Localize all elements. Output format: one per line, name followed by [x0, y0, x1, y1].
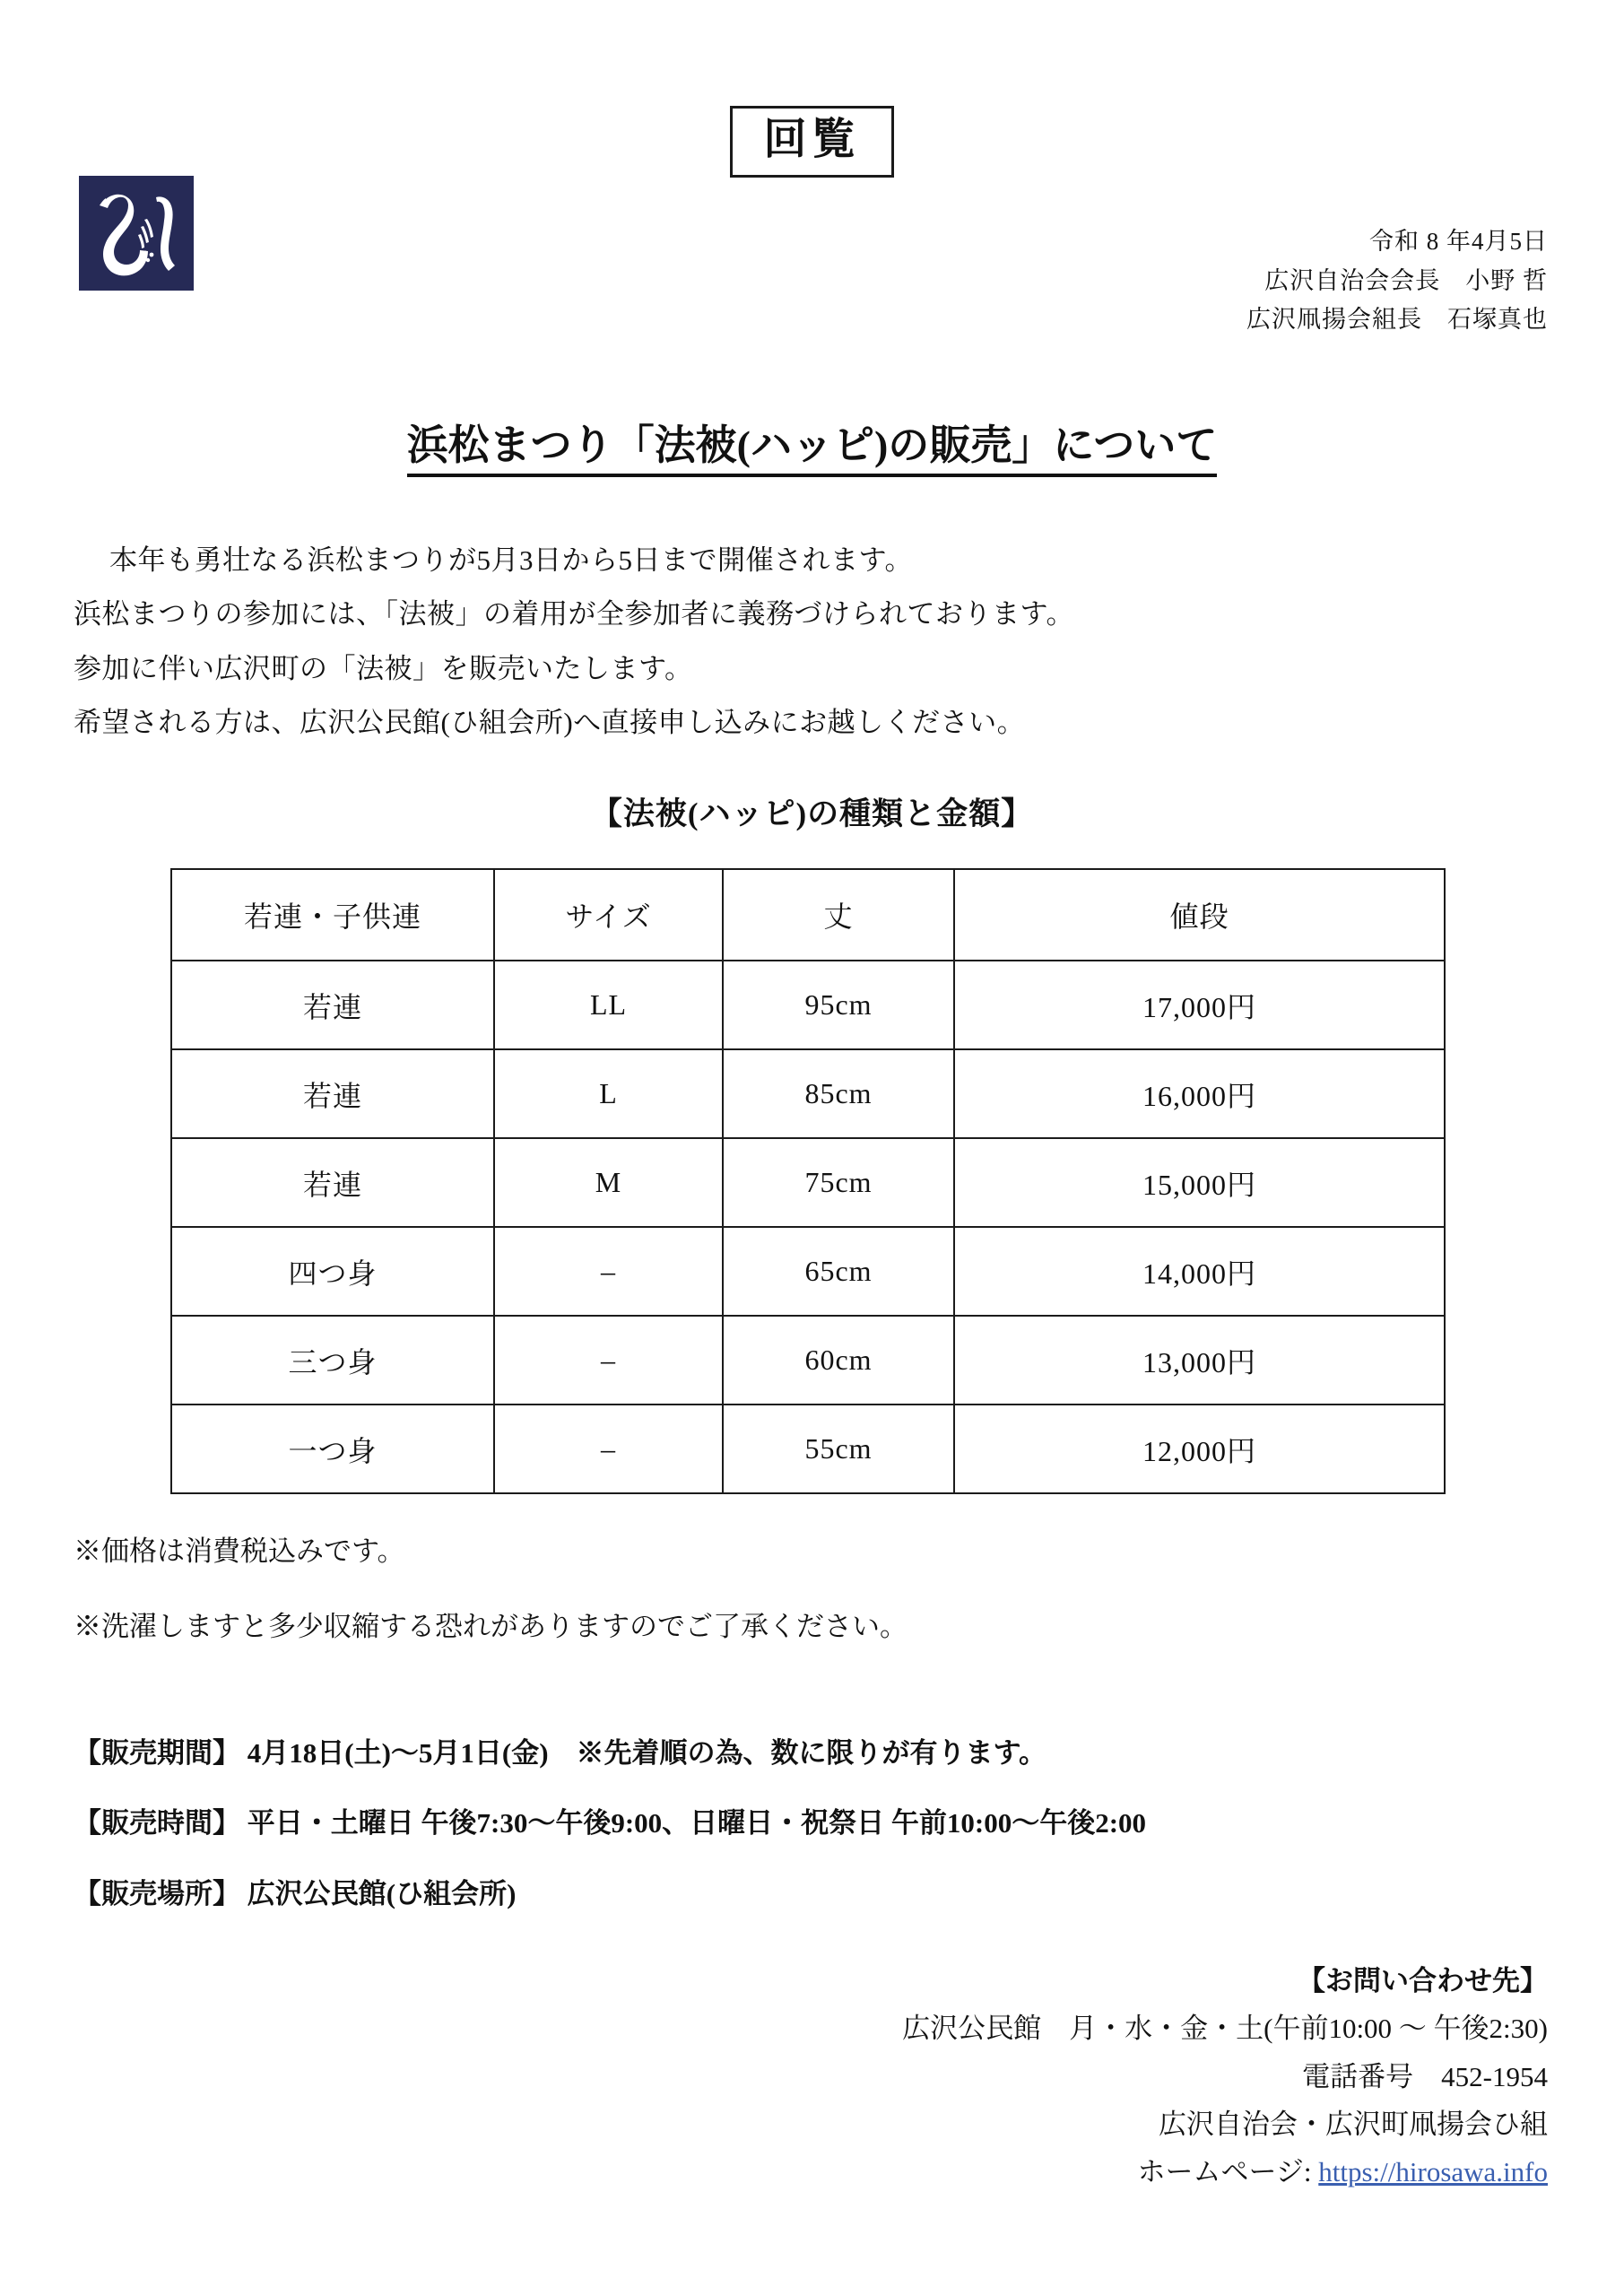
- cell-length: 60cm: [723, 1316, 954, 1405]
- cell-type: 三つ身: [171, 1316, 494, 1405]
- circulation-stamp: 回覧: [730, 106, 893, 178]
- cell-price: 14,000円: [954, 1227, 1445, 1316]
- sales-period-label: 【販売期間】: [74, 1737, 240, 1769]
- sales-hours-label: 【販売時間】: [74, 1807, 240, 1839]
- contact-organizations: 広沢自治会・広沢町凧揚会ひ組: [1159, 2108, 1548, 2140]
- price-table: [170, 868, 1446, 1494]
- cell-length: 55cm: [723, 1405, 954, 1493]
- cell-price: 13,000円: [954, 1316, 1445, 1405]
- price-table-heading: 【法被(ハッピ)の種類と金額】: [590, 796, 1034, 831]
- sales-period-value: 4月18日(土)～5月1日(金) ※先着順の為、数に限りが有ります。: [247, 1737, 1047, 1769]
- table-row: [171, 1405, 1445, 1493]
- body-line-4: 希望される方は、広沢公民館(ひ組会所)へ直接申し込みにお越しください。: [74, 707, 1026, 739]
- column-header-type: 若連・子供連: [171, 869, 494, 961]
- body-line-1: 本年も勇壮なる浜松まつりが5月3日から5日まで開催されます。: [109, 544, 914, 576]
- cell-price: 16,000円: [954, 1049, 1445, 1138]
- document-meta: [1246, 222, 1548, 340]
- note-tax-included: ※価格は消費税込みです。: [74, 1535, 405, 1567]
- page-title: [0, 413, 1624, 472]
- table-row: [171, 1138, 1445, 1227]
- signatory-association-head: 広沢自治会会長 小野 哲: [1264, 266, 1548, 294]
- cell-size: –: [494, 1316, 723, 1405]
- cell-size: –: [494, 1227, 723, 1316]
- sales-place-label: 【販売場所】: [74, 1877, 240, 1909]
- cell-size: L: [494, 1049, 723, 1138]
- cell-length: 65cm: [723, 1227, 954, 1316]
- cell-price: 15,000円: [954, 1138, 1445, 1227]
- cell-price: 17,000円: [954, 961, 1445, 1049]
- homepage-label: ホームページ:: [1137, 2156, 1319, 2188]
- table-row: [171, 1227, 1445, 1316]
- body-text: [74, 534, 1562, 751]
- body-line-2: 浜松まつりの参加には、「法被」の着用が全参加者に義務づけられております。: [74, 598, 1075, 631]
- cell-type: 若連: [171, 1138, 494, 1227]
- cell-type: 一つ身: [171, 1405, 494, 1493]
- sales-place-value: 広沢公民館(ひ組会所): [247, 1877, 517, 1909]
- homepage-link[interactable]: https://hirosawa.info: [1318, 2156, 1548, 2188]
- contact-section: [902, 1957, 1548, 2196]
- cell-length: 75cm: [723, 1138, 954, 1227]
- page-title-text: 浜松まつり「法被(ハッピ)の販売」について: [407, 422, 1218, 477]
- table-row: [171, 1316, 1445, 1405]
- cell-length: 95cm: [723, 961, 954, 1049]
- sales-hours-row: [74, 1805, 1562, 1841]
- column-header-size: サイズ: [494, 869, 723, 961]
- sales-hours-value: 平日・土曜日 午後7:30～午後9:00、日曜日・祝祭日 午前10:00～午後2:00: [247, 1807, 1147, 1839]
- table-row: [171, 1049, 1445, 1138]
- contact-homepage-row: [902, 2148, 1548, 2196]
- body-line-3: 参加に伴い広沢町の「法被」を販売いたします。: [74, 652, 693, 684]
- table-header-row: [171, 869, 1445, 961]
- column-header-length: 丈: [723, 869, 954, 961]
- contact-title: 【お問い合わせ先】: [1298, 1965, 1548, 1996]
- cell-size: M: [494, 1138, 723, 1227]
- column-header-price: 値段: [954, 869, 1445, 961]
- sales-place-row: [74, 1876, 1562, 1912]
- note-shrinkage: ※洗濯しますと多少収縮する恐れがありますのでご了承ください。: [74, 1610, 908, 1642]
- cell-type: 四つ身: [171, 1227, 494, 1316]
- sales-period-row: [74, 1735, 1562, 1771]
- cell-type: 若連: [171, 961, 494, 1049]
- contact-phone: 電話番号 452-1954: [1302, 2060, 1548, 2092]
- signatory-kite-group-head: 広沢凧揚会組長 石塚真也: [1246, 306, 1548, 334]
- table-row: [171, 961, 1445, 1049]
- sales-info-section: [74, 1735, 1562, 1946]
- hiro-brush-logo-icon: [79, 176, 194, 291]
- cell-price: 12,000円: [954, 1405, 1445, 1493]
- cell-size: LL: [494, 961, 723, 1049]
- notes-section: [74, 1534, 1544, 1683]
- contact-hall-hours: 広沢公民館 月・水・金・土(午前10:00 ～ 午後2:30): [902, 2013, 1548, 2045]
- cell-type: 若連: [171, 1049, 494, 1138]
- circulation-stamp-wrap: [0, 106, 1624, 178]
- cell-size: –: [494, 1405, 723, 1493]
- cell-length: 85cm: [723, 1049, 954, 1138]
- document-date: 令和 8 年4月5日: [1369, 228, 1548, 255]
